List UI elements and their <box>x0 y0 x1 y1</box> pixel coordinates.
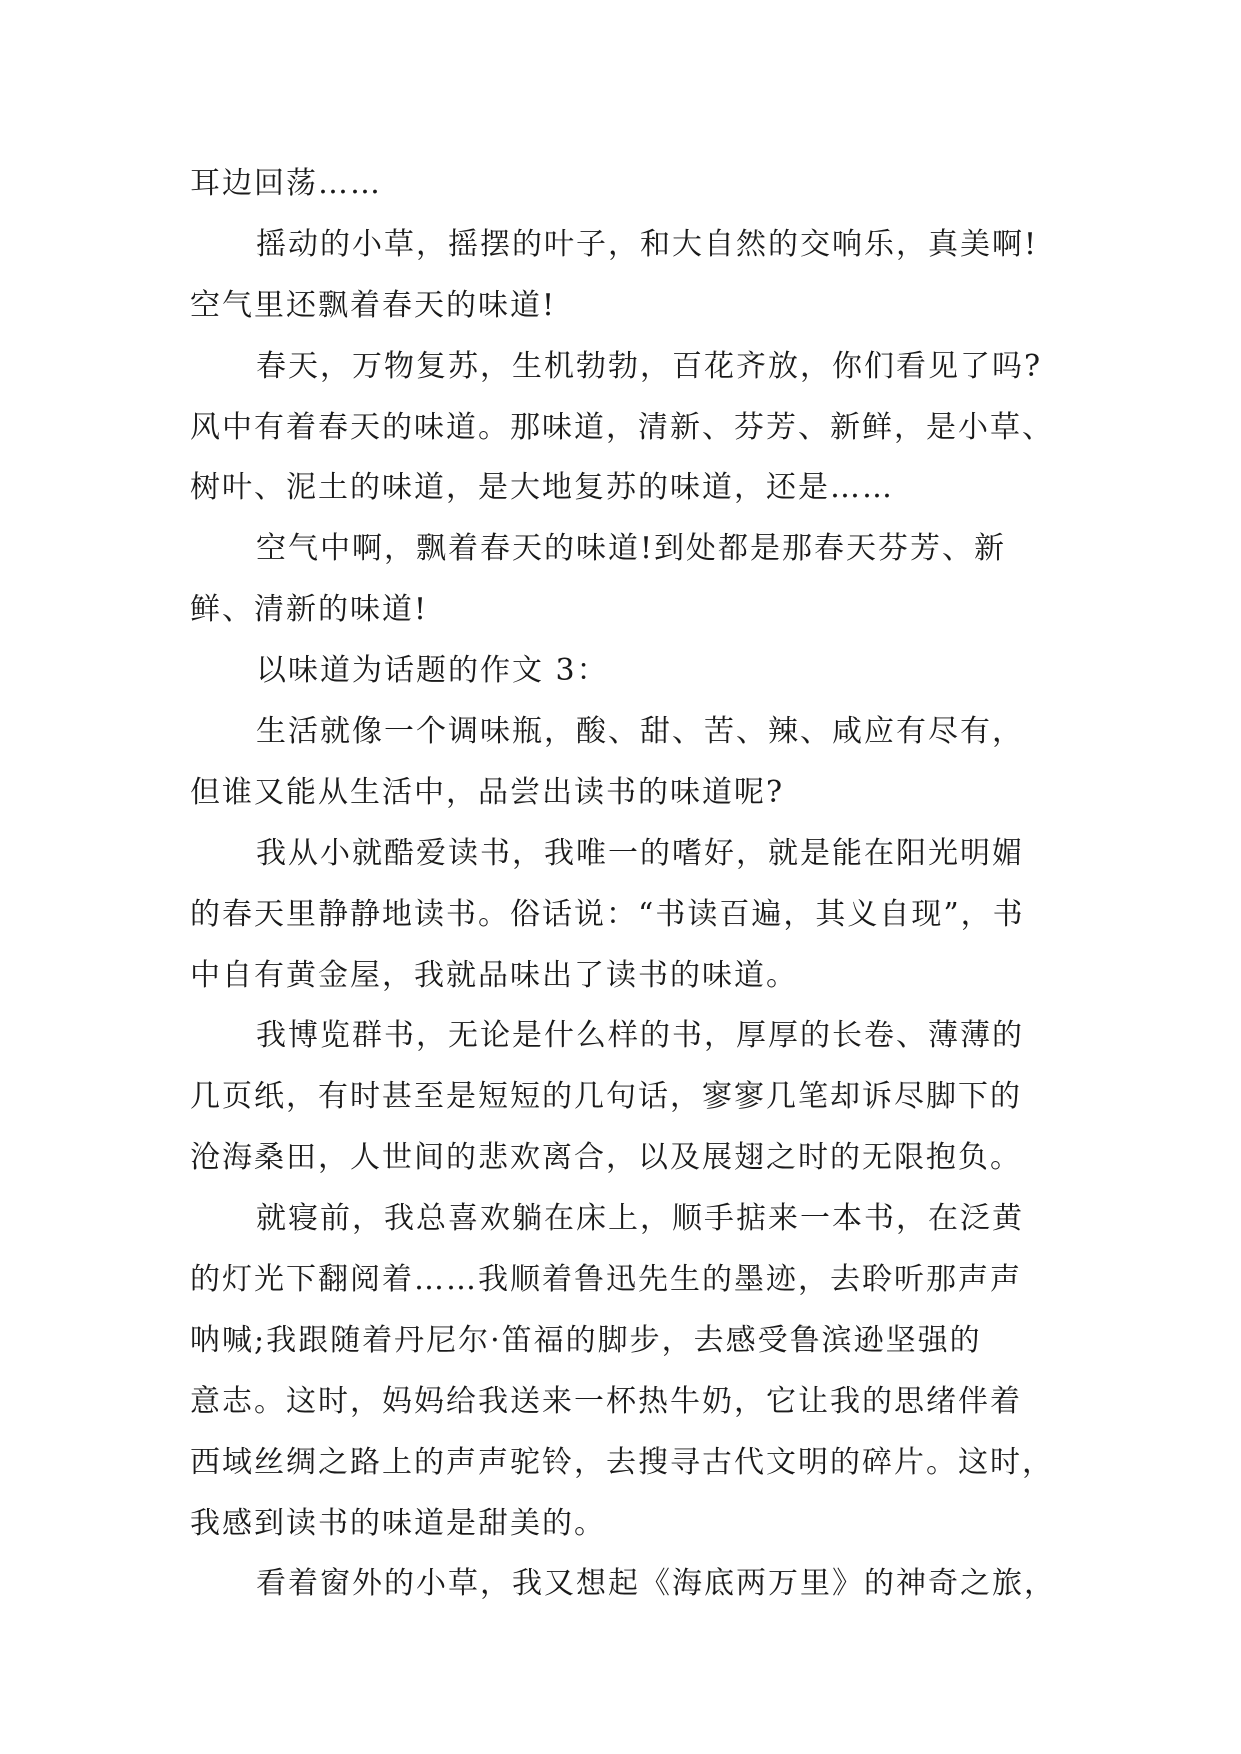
text-line: 呐喊;我跟随着丹尼尔·笛福的脚步，去感受鲁滨逊坚强的 <box>190 1322 982 1358</box>
text-line: 我从小就酷爱读书，我唯一的嗜好，就是能在阳光明媚 <box>256 835 1024 871</box>
text-line: 就寝前，我总喜欢躺在床上，顺手掂来一本书，在泛黄 <box>256 1201 1024 1237</box>
text-line: 空气里还飘着春天的味道! <box>190 287 557 323</box>
essay-text-block <box>190 154 1070 1615</box>
text-line: 风中有着春天的味道。那味道，清新、芬芳、新鲜，是小草、 <box>190 409 1054 445</box>
text-line: 以味道为话题的作文 3： <box>256 653 609 689</box>
text-line: 的灯光下翻阅着……我顺着鲁迅先生的墨迹，去聆听那声声 <box>190 1262 1022 1298</box>
text-line: 生活就像一个调味瓶，酸、甜、苦、辣、咸应有尽有， <box>256 714 1024 750</box>
text-line: 耳边回荡…… <box>190 166 382 201</box>
text-line: 我博览群书，无论是什么样的书，厚厚的长卷、薄薄的 <box>256 1018 1024 1054</box>
text-line: 中自有黄金屋，我就品味出了读书的味道。 <box>190 957 798 993</box>
text-line: 但谁又能从生活中，品尝出读书的味道呢? <box>190 774 785 810</box>
text-line: 西域丝绸之路上的声声驼铃，去搜寻古代文明的碎片。这时， <box>190 1444 1054 1480</box>
text-line: 的春天里静静地读书。俗话说：“书读百遍，其义自现”，书 <box>190 896 1025 932</box>
text-line: 沧海桑田，人世间的悲欢离合，以及展翅之时的无限抱负。 <box>190 1140 1022 1176</box>
text-line: 空气中啊，飘着春天的味道!到处都是那春天芬芳、新 <box>256 531 1007 567</box>
text-line: 摇动的小草，摇摆的叶子，和大自然的交响乐，真美啊! <box>256 226 1039 262</box>
text-line: 鲜、清新的味道! <box>190 592 429 628</box>
text-line: 春天，万物复苏，生机勃勃，百花齐放，你们看见了吗? <box>256 348 1043 384</box>
text-line: 我感到读书的味道是甜美的。 <box>190 1505 606 1541</box>
text-line: 树叶、泥土的味道，是大地复苏的味道，还是…… <box>190 470 894 506</box>
text-line: 几页纸，有时甚至是短短的几句话，寥寥几笔却诉尽脚下的 <box>190 1079 1022 1115</box>
text-line: 看着窗外的小草，我又想起《海底两万里》的神奇之旅， <box>256 1566 1056 1602</box>
text-line: 意志。这时，妈妈给我送来一杯热牛奶，它让我的思绪伴着 <box>190 1383 1022 1419</box>
